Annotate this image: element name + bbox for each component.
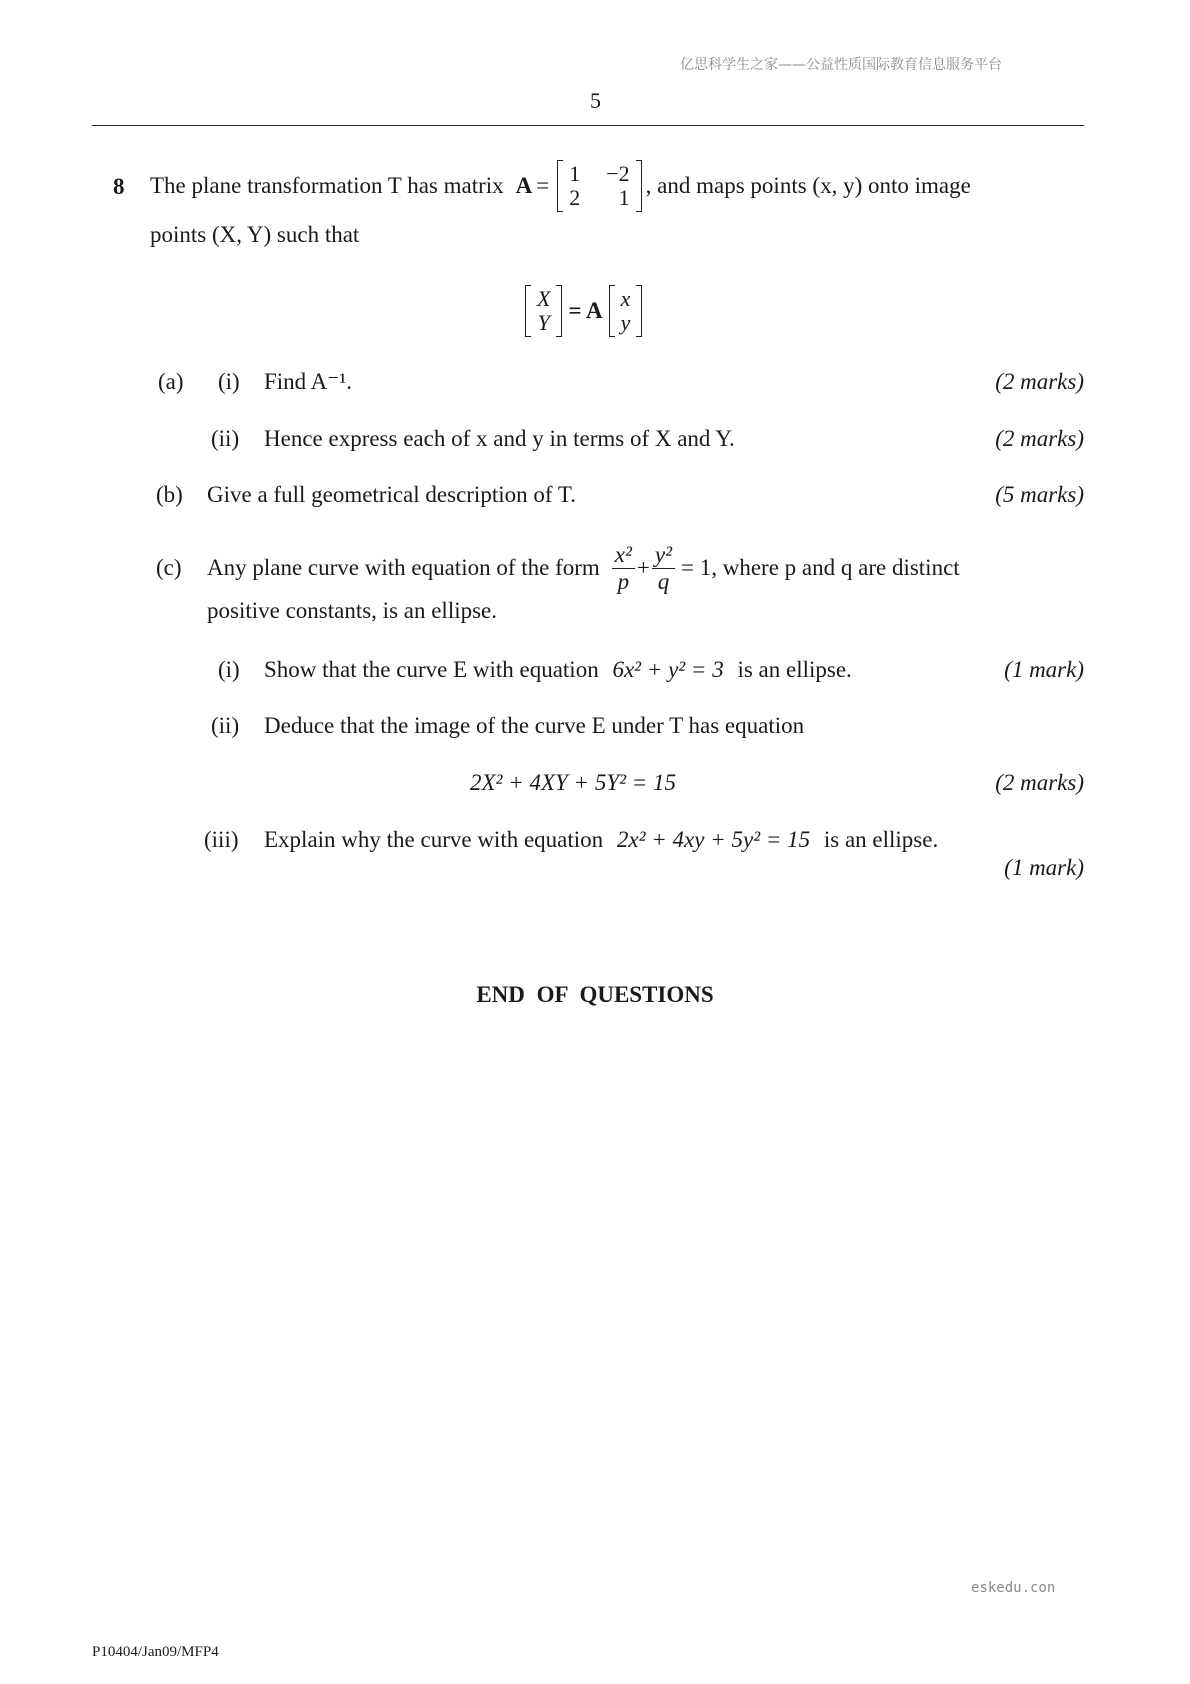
marks-label: (2 marks) <box>995 369 1084 394</box>
part-c-text-before: Any plane curve with equation of the form <box>207 555 600 580</box>
vector-cell: y <box>620 310 631 335</box>
watermark-text: 亿思科学生之家——公益性质国际教育信息服务平台 <box>680 57 1002 73</box>
matrix-cell: −2 <box>606 161 630 186</box>
part-c-text-after: , where p and q are distinct <box>711 555 960 580</box>
part-a-i-text: Find A⁻¹. <box>264 369 353 394</box>
footer-site: eskedu.con <box>971 1580 1056 1596</box>
end-of-questions: END OF QUESTIONS <box>476 982 714 1007</box>
part-label-c: (c) <box>156 555 182 580</box>
matrix-name: A <box>515 173 533 198</box>
mapping-middle: = A <box>568 298 603 323</box>
fraction-y2-over-q <box>652 542 675 595</box>
matrix-cell: 1 <box>569 161 581 186</box>
subpart-label: (ii) <box>211 426 240 451</box>
subpart-label: (i) <box>218 369 240 394</box>
marks-label: (1 mark) <box>1004 657 1084 682</box>
question-intro-line1 <box>150 150 971 222</box>
vector-rhs <box>609 285 643 337</box>
part-label-a: (a) <box>158 369 184 394</box>
part-c-iii-text-before: Explain why the curve with equation <box>264 827 604 852</box>
part-c-iii-text-after: is an ellipse. <box>823 827 939 852</box>
marks-label: (1 mark) <box>1004 855 1084 880</box>
header-rule <box>92 125 1084 126</box>
equation-ellipse-e: 6x² + y² = 3 <box>612 657 724 682</box>
fraction-numerator: x² <box>612 542 635 569</box>
fraction-denominator: q <box>657 568 670 594</box>
vector-lhs <box>525 285 562 337</box>
equals-sign: = <box>536 173 550 198</box>
page-number: 5 <box>590 88 601 113</box>
equals-one: = 1 <box>681 555 712 580</box>
subpart-label: (ii) <box>211 713 240 738</box>
part-c-i-text-after: is an ellipse. <box>737 657 852 682</box>
part-c-line1 <box>207 536 960 600</box>
question-intro-line2: points (X, Y) such that <box>150 222 360 247</box>
intro-after-matrix: , and maps points (x, y) onto image <box>645 173 971 198</box>
subpart-label: (iii) <box>204 827 239 852</box>
matrix-a <box>557 160 641 212</box>
matrix-cell: 2 <box>569 185 581 210</box>
part-b-text: Give a full geometrical description of T. <box>207 482 576 507</box>
part-c-iii-line <box>264 827 938 853</box>
part-c-ii-text: Deduce that the image of the curve E under T has equation <box>264 713 805 738</box>
question-number: 8 <box>113 174 125 199</box>
plus-sign: + <box>636 555 650 580</box>
subpart-label: (i) <box>218 657 240 682</box>
part-c-i-text-before: Show that the curve E with equation <box>264 657 599 682</box>
part-label-b: (b) <box>156 482 183 507</box>
paper-code: P10404/Jan09/MFP4 <box>92 1644 219 1660</box>
marks-label: (2 marks) <box>995 770 1084 795</box>
fraction-x2-over-p <box>612 542 635 595</box>
intro-before-matrix: The plane transformation T has matrix <box>150 173 504 198</box>
vector-cell: Y <box>537 310 550 335</box>
vector-cell: x <box>620 286 631 311</box>
equation-curve-xy: 2x² + 4xy + 5y² = 15 <box>616 827 811 852</box>
part-a-ii-text: Hence express each of x and y in terms of X and Y. <box>264 426 735 451</box>
marks-label: (5 marks) <box>995 482 1084 507</box>
fraction-denominator: p <box>617 568 630 594</box>
mapping-equation <box>521 278 646 344</box>
marks-label: (2 marks) <box>995 426 1084 451</box>
part-c-i-line <box>264 657 852 683</box>
fraction-numerator: y² <box>652 542 675 569</box>
matrix-cell: 1 <box>618 185 630 210</box>
equation-image-curve: 2X² + 4XY + 5Y² = 15 <box>470 770 677 795</box>
vector-cell: X <box>537 286 551 311</box>
part-c-line2: positive constants, is an ellipse. <box>207 598 498 623</box>
